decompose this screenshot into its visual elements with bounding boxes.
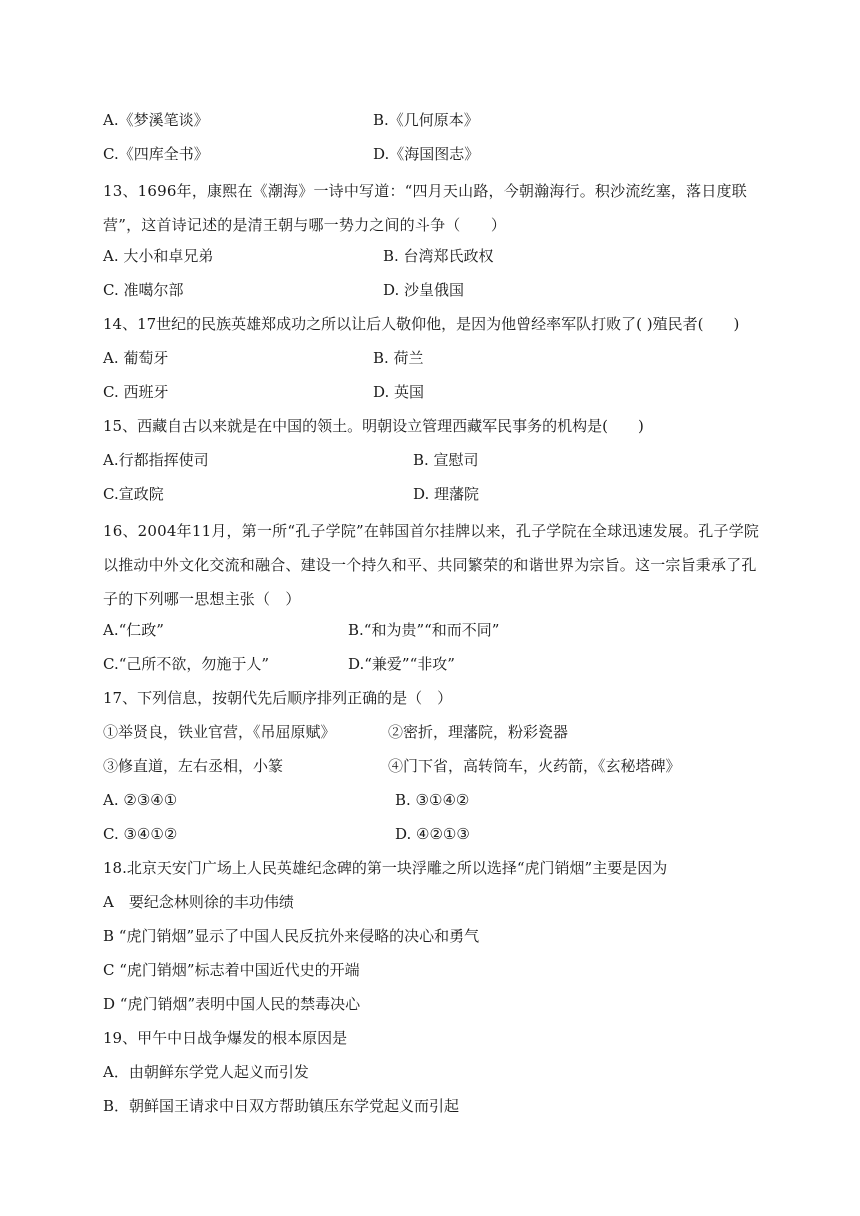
q17-items-row-2 <box>103 752 763 786</box>
q17-item-3: ③修直道，左右丞相，小篆 <box>103 757 284 775</box>
q14-option-c: C. 西班牙 <box>103 383 169 401</box>
q17-options-row-2 <box>103 820 763 854</box>
q13-option-c: C. 准噶尔部 <box>103 281 184 299</box>
q18-option-d: D “虎门销烟”表明中国人民的禁毒决心 <box>103 995 361 1013</box>
q14-option-d: D. 英国 <box>373 383 425 401</box>
q16-option-a: A.“仁政” <box>103 621 164 639</box>
q15-option-a: A.行都指挥使司 <box>103 451 209 469</box>
q18-option-b: B “虎门销烟”显示了中国人民反抗外来侵略的决心和勇气 <box>103 927 480 945</box>
q15-options-row-1 <box>103 446 763 480</box>
q13-options-row-1 <box>103 242 763 276</box>
q18-option-c: C “虎门销烟”标志着中国近代史的开端 <box>103 961 360 979</box>
q19-option-b: B．朝鲜国王请求中日双方帮助镇压东学党起义而引起 <box>103 1097 460 1115</box>
q15-stem: 15、西藏自古以来就是在中国的领土。明朝设立管理西藏军民事务的机构是( ) <box>103 417 644 435</box>
q12-options-row-2 <box>103 140 763 174</box>
q16-options-row-2 <box>103 650 763 684</box>
exam-page <box>103 106 763 1126</box>
q19-option-a: A．由朝鲜东学党人起义而引发 <box>103 1063 309 1081</box>
q13-option-b: B. 台湾郑氏政权 <box>383 247 494 265</box>
q18-option-a: A 要纪念林则徐的丰功伟绩 <box>103 893 294 911</box>
q17-option-c: C. ③④①② <box>103 825 178 843</box>
q12-option-b: B.《几何原本》 <box>373 111 479 129</box>
q17-options-row-1 <box>103 786 763 820</box>
q18-stem: 18.北京天安门广场上人民英雄纪念碑的第一块浮雕之所以选择“虎门销烟”主要是因为 <box>103 859 668 877</box>
q16-options-row-1 <box>103 616 763 650</box>
q17-option-d: D. ④②①③ <box>395 825 470 843</box>
q12-options-row-1 <box>103 106 763 140</box>
q17-item-1: ①举贤良，铁业官营，《吊屈原赋》 <box>103 723 336 741</box>
q12-option-c: C.《四库全书》 <box>103 145 209 163</box>
q17-stem: 17、下列信息，按朝代先后顺序排列正确的是（ ） <box>103 689 453 707</box>
q19-stem: 19、甲午中日战争爆发的根本原因是 <box>103 1029 348 1047</box>
q15-option-c: C.宣政院 <box>103 485 164 503</box>
q14-stem: 14、17世纪的民族英雄郑成功之所以让后人敬仰他，是因为他曾经率军队打败了( )殖民者( ) <box>103 315 740 333</box>
q17-option-b: B. ③①④② <box>395 791 470 809</box>
q17-item-2: ②密折，理藩院，粉彩瓷器 <box>388 723 569 741</box>
q13-option-d: D. 沙皇俄国 <box>383 281 465 299</box>
q17-item-4: ④门下省，高转筒车，火药箭，《玄秘塔碑》 <box>388 757 681 775</box>
q14-option-b: B. 荷兰 <box>373 349 424 367</box>
q12-option-d: D.《海国图志》 <box>373 145 480 163</box>
q14-options-row-2 <box>103 378 763 412</box>
q14-options-row-1 <box>103 344 763 378</box>
q13-options-row-2 <box>103 276 763 310</box>
q13-stem: 13、1696年，康熙在《潮海》一诗中写道：“四月天山路，今朝瀚海行。积沙流纥塞，落日度联营”，这首诗记述的是清王朝与哪一势力之间的斗争（ ） <box>103 182 747 234</box>
q16-stem: 16、2004年11月，第一所“孔子学院”在韩国首尔挂牌以来，孔子学院在全球迅速发展。孔子学院以推动中外文化交流和融合、建设一个持久和平、共同繁荣的和谐世界为宗旨。这一宗旨秉承了孔子的下列哪一思想主张（ ） <box>103 522 760 608</box>
q16-option-c: C.“己所不欲，勿施于人” <box>103 655 270 673</box>
q13-option-a: A. 大小和卓兄弟 <box>103 247 214 265</box>
q15-option-d: D. 理藩院 <box>413 485 480 503</box>
q14-option-a: A. 葡萄牙 <box>103 349 169 367</box>
q15-options-row-2 <box>103 480 763 514</box>
q16-option-b: B.“和为贵”“和而不同” <box>348 621 500 639</box>
q17-option-a: A. ②③④① <box>103 791 178 809</box>
q12-option-a: A.《梦溪笔谈》 <box>103 111 209 129</box>
q15-option-b: B. 宣慰司 <box>413 451 479 469</box>
q16-option-d: D.“兼爱”“非攻” <box>348 655 455 673</box>
q17-items-row-1 <box>103 718 763 752</box>
